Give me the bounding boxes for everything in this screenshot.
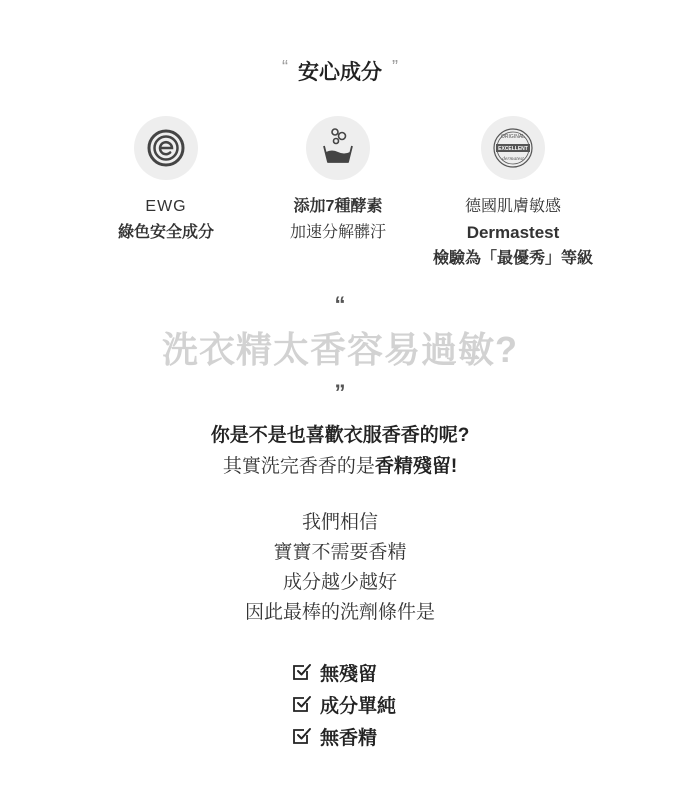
- feature-dermatest-line1: 德國肌膚敏感: [464, 198, 561, 215]
- feature-ewg-line2: 綠色安全成分: [117, 224, 214, 241]
- belief-line: 寶寶不需要香精: [273, 542, 407, 563]
- feature-enzyme-line1: 添加7種酵素: [293, 198, 383, 215]
- checklist-item: [292, 688, 396, 720]
- question-text: 你是不是也喜歡衣服香香的呢?: [210, 425, 470, 446]
- headline: 洗衣精太香容易過敏?: [162, 329, 518, 370]
- answer-bold: 香精殘留!: [374, 456, 458, 477]
- enzyme-bubbles-icon: [306, 116, 370, 180]
- feature-ewg-line1: EWG: [145, 198, 187, 215]
- checklist-item: [292, 656, 396, 688]
- checklist-item-label: 無殘留: [320, 663, 378, 685]
- checkbox-checked-icon: [292, 694, 312, 714]
- answer-prefix: 其實洗完香香的是: [222, 456, 375, 477]
- belief-line: 我們相信: [301, 512, 378, 533]
- section-title-text: 安心成分: [298, 61, 382, 84]
- headline-open-quote: “: [334, 292, 346, 317]
- checklist-item-label: 成分單純: [320, 695, 397, 717]
- section-title: [0, 56, 680, 86]
- seal-top-text: ORIGINAL: [501, 134, 525, 140]
- dermatest-seal-icon: [481, 116, 545, 180]
- feature-dermatest-line2: Dermastest: [466, 223, 560, 242]
- answer-text: [0, 451, 680, 478]
- checklist-item-label: 無香精: [320, 727, 378, 749]
- checkbox-checked-icon: [292, 726, 312, 746]
- feature-row: [0, 116, 680, 276]
- checklist-item: [292, 720, 396, 752]
- belief-line: 成分越少越好: [282, 572, 397, 593]
- enzyme-icon-circle: [306, 116, 370, 180]
- ewg-e-icon: [134, 116, 198, 180]
- feature-enzyme: [238, 116, 438, 246]
- seal-middle-text: EXCELLENT: [498, 146, 528, 152]
- checklist: [292, 656, 396, 752]
- headline-close-quote: ”: [334, 380, 346, 405]
- dermatest-icon-circle: [481, 116, 545, 180]
- open-quote: “: [282, 57, 288, 77]
- feature-enzyme-line2: 加速分解髒汙: [289, 224, 386, 241]
- belief-line: 因此最棒的洗劑條件是: [244, 602, 435, 623]
- feature-dermatest-line3: 檢驗為「最優秀」等級: [432, 250, 593, 267]
- ewg-icon-circle: [134, 116, 198, 180]
- belief-lines: [0, 508, 680, 628]
- close-quote: ”: [392, 57, 398, 77]
- checkbox-checked-icon: [292, 662, 312, 682]
- seal-bottom-text: dermatest: [502, 156, 524, 162]
- feature-dermatest: [413, 116, 613, 272]
- feature-ewg: [66, 116, 266, 246]
